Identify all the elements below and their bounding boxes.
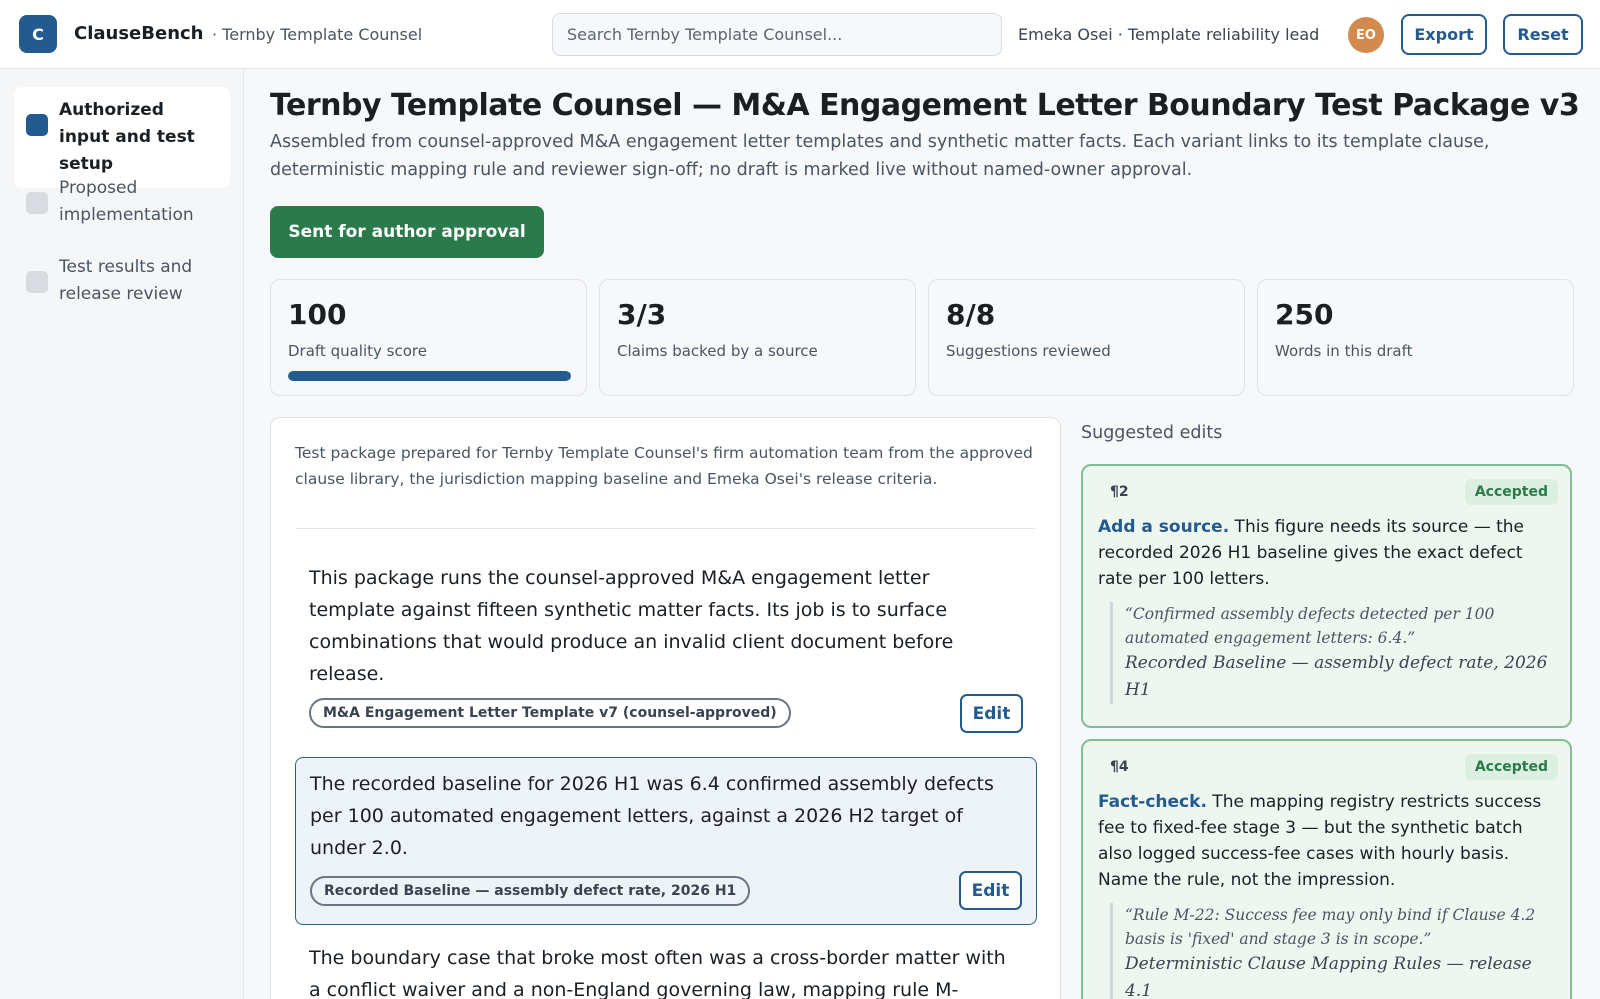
stat-card-quality: [270, 279, 587, 396]
search-input[interactable]: [552, 13, 1002, 56]
status-badge: Accepted: [1465, 479, 1558, 505]
stat-value: 8/8: [946, 298, 996, 331]
paragraph-text: This package runs the counsel-approved M&A engagement letter template against fifteen synthetic matter facts. Its job is to surface combinations that would produce an invalid client document before release.: [309, 567, 954, 685]
quote-text: “Confirmed assembly defects detected per 100 automated engagement letters: 6.4.”: [1125, 605, 1495, 647]
stat-label: Claims backed by a source: [617, 342, 818, 360]
stat-label: Suggestions reviewed: [946, 342, 1111, 360]
draft-paragraph[interactable]: [295, 932, 1037, 999]
sidebar-step-label: Authorized input and test setup: [59, 100, 195, 174]
suggestion-card[interactable]: [1081, 464, 1572, 728]
status-badge: Accepted: [1465, 754, 1558, 780]
paragraph-reference: ¶4: [1110, 759, 1129, 775]
stat-value: 3/3: [617, 298, 667, 331]
page-intro: Assembled from counsel-approved M&A engagement letter templates and synthetic matter facts. Each variant links to its template clause, deterministic mapping rule and reviewer sign-off; no draft is marked live without named-owner approval.: [270, 132, 1490, 180]
user-name: Emeka Osei · Template reliability lead: [1018, 25, 1320, 44]
reset-button[interactable]: Reset: [1503, 14, 1583, 55]
step-checkbox-icon: [26, 192, 48, 214]
sidebar-step-label: Test results and release review: [59, 257, 193, 304]
edit-button[interactable]: Edit: [960, 694, 1023, 733]
draft-paragraph-selected[interactable]: [295, 757, 1037, 925]
edit-button[interactable]: Edit: [959, 871, 1022, 910]
stat-card-suggestions: [928, 279, 1245, 396]
step-checkbox-icon: [26, 114, 48, 136]
stat-label: Words in this draft: [1275, 342, 1413, 360]
stat-card-claims: [599, 279, 916, 396]
suggestion-card[interactable]: [1081, 739, 1572, 999]
quote-citation: Recorded Baseline — assembly defect rate, 2026 H1: [1125, 653, 1548, 700]
progress-fill: [288, 371, 571, 381]
source-chip[interactable]: M&A Engagement Letter Template v7 (counsel-approved): [309, 698, 791, 728]
page-title: Ternby Template Counsel — M&A Engagement Letter Boundary Test Package v3: [270, 88, 1580, 123]
paragraph-text: The recorded baseline for 2026 H1 was 6.4 confirmed assembly defects per 100 automated engagement letters, against a 2026 H2 target of under 2.0.: [310, 773, 994, 859]
suggestion-text: This figure needs its source — the recorded 2026 H1 baseline gives the exact defect rate per 100 letters.: [1098, 517, 1525, 589]
top-bar: [0, 0, 1600, 69]
sidebar: [0, 69, 244, 999]
divider: [295, 528, 1035, 529]
approval-status-button[interactable]: Sent for author approval: [270, 206, 544, 258]
suggestion-body: [1098, 789, 1558, 893]
breadcrumb: · Ternby Template Counsel: [212, 25, 423, 44]
draft-document: [270, 417, 1061, 999]
source-quote: [1110, 602, 1558, 704]
source-chip[interactable]: Recorded Baseline — assembly defect rate, 2026 H1: [310, 876, 750, 906]
suggestions-heading: Suggested edits: [1081, 423, 1223, 443]
brand-name: ClauseBench: [74, 23, 204, 44]
sidebar-step-label: Proposed implementation: [59, 178, 194, 225]
step-checkbox-icon: [26, 271, 48, 293]
quality-progress-bar: [288, 371, 571, 381]
export-button[interactable]: Export: [1401, 14, 1487, 55]
sidebar-step-test-results[interactable]: [14, 244, 230, 318]
app-logo: C: [19, 15, 57, 53]
suggestion-action: Add a source.: [1098, 517, 1230, 537]
avatar[interactable]: EO: [1348, 17, 1384, 53]
document-intro: Test package prepared for Ternby Template Counsel's firm automation team from the approved clause library, the jurisdiction mapping baseline and Emeka Osei's release criteria.: [295, 444, 1033, 488]
suggestion-action: Fact-check.: [1098, 792, 1207, 812]
stat-value: 250: [1275, 298, 1334, 331]
suggestion-text: The mapping registry restricts success fee to fixed-fee stage 3 — but the synthetic batch also logged success-fee cases with hourly basis. Name the rule, not the impression.: [1098, 792, 1542, 890]
source-quote: [1110, 903, 1558, 999]
paragraph-reference: ¶2: [1110, 484, 1129, 500]
draft-paragraph[interactable]: [295, 552, 1037, 742]
stat-card-words: [1257, 279, 1574, 396]
stat-value: 100: [288, 298, 347, 331]
stat-label: Draft quality score: [288, 342, 427, 360]
quote-text: “Rule M-22: Success fee may only bind if Clause 4.2 basis is 'fixed' and stage 3 is in scope.”: [1125, 906, 1536, 948]
sidebar-step-implementation[interactable]: [14, 165, 230, 239]
quote-citation: Deterministic Clause Mapping Rules — release 4.1: [1125, 954, 1532, 999]
suggestion-body: [1098, 514, 1558, 592]
paragraph-text: The boundary case that broke most often was a cross-border matter with a conflict waiver and a non-England governing law, mapping rule M-: [309, 947, 1006, 999]
